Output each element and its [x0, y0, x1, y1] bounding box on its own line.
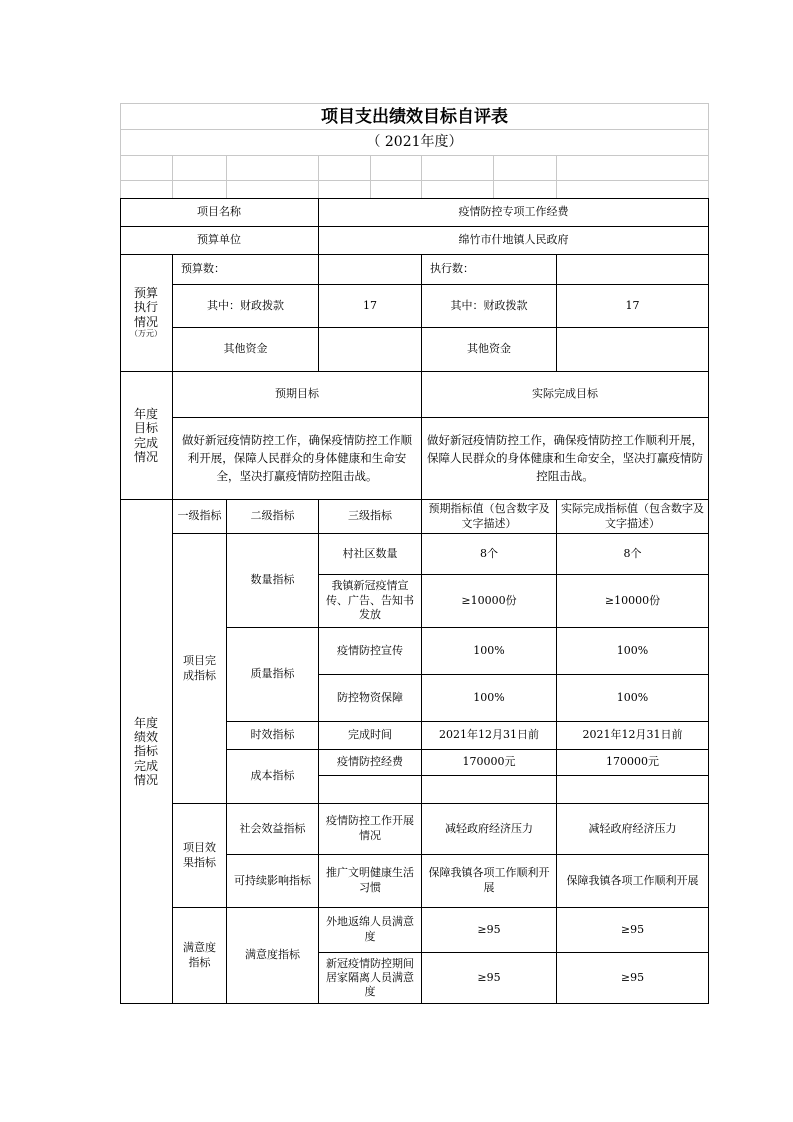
- level2-quality: 质量指标: [250, 667, 295, 681]
- grid-line: [556, 155, 557, 198]
- table-line: [708, 198, 709, 1004]
- indicator-actual: 减轻政府经济压力: [588, 821, 677, 835]
- budget-section-label: [120, 255, 172, 371]
- fiscal-executed-value: 17: [625, 298, 640, 312]
- indicator-name: 疫情防控宣传: [337, 643, 403, 657]
- fiscal-budget-value: 17: [363, 298, 377, 312]
- indicator-actual: 2021年12月31日前: [582, 728, 683, 742]
- indicator-expected: 保障我镇各项工作顺利开展: [428, 866, 550, 894]
- header-expected-value: 预期指标值（包含数字及文字描述）: [428, 501, 550, 530]
- indicator-actual: ≥10000份: [604, 593, 661, 607]
- indicator-expected: 减轻政府经济压力: [445, 821, 533, 835]
- indicator-expected: [422, 776, 556, 803]
- indicator-actual: ≥95: [620, 922, 645, 936]
- indicator-name: 疫情防控经费: [337, 755, 403, 769]
- fiscal-executed-label: 其中：财政拨款: [450, 298, 528, 312]
- actual-goal-text: 做好新冠疫情防控工作，确保疫情防控工作顺利开展，保障人民群众的身体健康和生命安全，坚决打赢疫情防控阻击战。: [427, 433, 703, 483]
- group-completion: [173, 534, 226, 803]
- indicator-name: 我镇新冠疫情宣传、广告、告知书发放: [326, 578, 414, 622]
- indicator-name: 疫情防控工作开展情况: [326, 814, 414, 842]
- indicator-expected: ≥95: [477, 970, 501, 984]
- table-line: [120, 1003, 709, 1004]
- header-actual-value: 实际完成指标值（包含数字及文字描述）: [561, 501, 704, 530]
- grid-line: [421, 155, 422, 198]
- header-level3: 三级指标: [348, 509, 392, 523]
- group-satisfaction-label: 满意度指标: [183, 940, 216, 969]
- indicator-actual: 100%: [616, 690, 649, 704]
- group-completion-label: 项目完成指标: [183, 653, 216, 682]
- indicator-expected: 100%: [473, 690, 505, 704]
- indicator-name: 完成时间: [348, 728, 392, 742]
- indicator-expected: ≥95: [477, 922, 501, 936]
- executed-amount-label: 执行数：: [430, 262, 474, 276]
- page-title: 项目支出绩效目标自评表: [321, 106, 508, 127]
- indicator-name: 村社区数量: [342, 546, 398, 560]
- project-name-label: 项目名称: [197, 205, 241, 219]
- indicator-name: 新冠疫情防控期间居家隔离人员满意度: [326, 957, 414, 998]
- page-subtitle: （ 2021年度）: [366, 134, 463, 151]
- grid-line: [318, 155, 319, 198]
- level2-time: 时效指标: [250, 728, 295, 742]
- indicator-actual: 保障我镇各项工作顺利开展: [566, 873, 699, 887]
- annual-goal-section-label: [120, 372, 172, 499]
- indicator-expected: 8个: [480, 546, 498, 560]
- indicator-actual: 100%: [616, 643, 649, 657]
- indicator-name: [319, 776, 421, 803]
- grid-line: [120, 155, 709, 156]
- other-funds-label-2: 其他资金: [467, 342, 511, 356]
- indicator-expected: 170000元: [462, 755, 516, 769]
- annual-goal-title: 年度目标完成情况: [133, 406, 158, 464]
- level2-sustain: 可持续影响指标: [234, 873, 311, 887]
- group-effect-label: 项目效果指标: [183, 840, 216, 869]
- indicator-actual: ≥95: [620, 970, 645, 984]
- header-level1: 一级指标: [177, 509, 222, 523]
- level2-satisfaction: 满意度指标: [245, 948, 300, 962]
- budget-amount-label: 预算数：: [181, 262, 225, 276]
- other-funds-label: 其他资金: [223, 342, 268, 356]
- indicators-section-title: 年度绩效指标完成情况: [133, 715, 158, 788]
- indicator-actual: 8个: [623, 546, 642, 560]
- fiscal-budget-label: 其中：财政拨款: [207, 298, 284, 312]
- grid-line: [370, 155, 371, 198]
- group-effect: [173, 804, 226, 907]
- grid-line: [226, 155, 227, 198]
- budget-unit-value: 绵竹市什地镇人民政府: [458, 233, 569, 247]
- indicator-name: 防控物资保障: [337, 690, 403, 704]
- indicator-actual: [557, 776, 708, 803]
- level2-cost: 成本指标: [250, 769, 295, 783]
- indicator-name: 外地返绵人员满意度: [326, 915, 414, 943]
- grid-line: [172, 155, 173, 198]
- project-name-value: 疫情防控专项工作经费: [458, 205, 569, 219]
- actual-goal-header: 实际完成目标: [532, 387, 598, 401]
- group-satisfaction: [173, 908, 226, 1003]
- indicator-expected: 100%: [473, 643, 505, 657]
- indicators-section-label: [120, 500, 172, 1003]
- grid-line: [493, 155, 494, 198]
- grid-line: [120, 180, 709, 181]
- budget-unit-note: （万元）: [130, 329, 162, 339]
- budget-section-title: 预算执行情况: [133, 286, 158, 329]
- level2-quantity: 数量指标: [250, 573, 295, 587]
- budget-unit-label: 预算单位: [197, 233, 241, 247]
- expected-goal-text: 做好新冠疫情防控工作，确保疫情防控工作顺利开展，保障人民群众的身体健康和生命安全，坚决打赢疫情防控阻击战。: [182, 433, 412, 483]
- indicator-expected: 2021年12月31日前: [439, 728, 539, 742]
- expected-goal-header: 预期目标: [275, 387, 319, 401]
- indicator-name: 推广文明健康生活习惯: [326, 866, 414, 894]
- indicator-actual: 170000元: [606, 755, 659, 769]
- indicator-expected: ≥10000份: [461, 593, 517, 607]
- level2-social: 社会效益指标: [239, 821, 306, 835]
- header-level2: 二级指标: [250, 509, 295, 523]
